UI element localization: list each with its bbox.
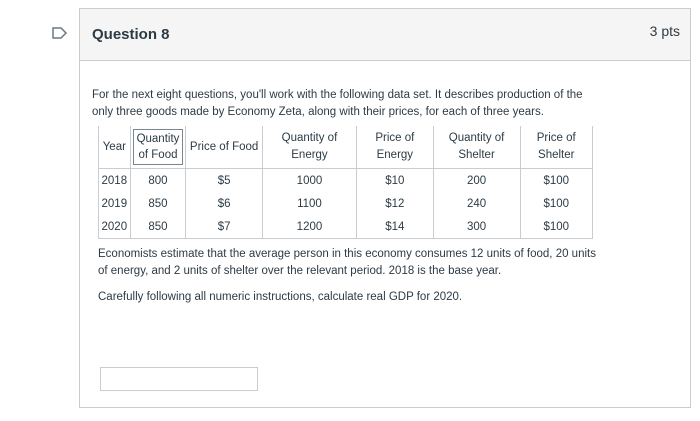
cell-quantity-shelter: 240 [433,192,520,215]
table-header-row [99,126,593,169]
cell-quantity-shelter: 300 [433,215,520,239]
header-quantity-shelter: Quantity of Shelter [433,126,520,169]
cell-quantity-food: 800 [130,169,186,193]
cell-year: 2020 [99,215,131,239]
flag-question-icon[interactable] [52,27,68,39]
cell-price-food: $6 [186,192,263,215]
question-points: 3 pts [649,23,680,39]
cell-quantity-food: 850 [130,215,186,239]
question-header [80,9,690,61]
consumption-note: Economists estimate that the average person in this economy consumes 12 units of food, 20 units of energy, and 2 units of shelter over the relevant period. 2018 is the base year. [98,248,596,277]
answer-input[interactable] [100,367,258,391]
header-quantity-food [130,126,186,169]
cell-year: 2018 [99,169,131,193]
cell-price-food: $5 [186,169,263,193]
table-row [99,192,593,215]
cell-price-food: $7 [186,215,263,239]
header-price-food: Price of Food [186,126,263,169]
cell-quantity-energy: 1200 [262,215,356,239]
table-row [99,169,593,193]
cell-price-energy: $14 [357,215,434,239]
cell-quantity-energy: 1000 [262,169,356,193]
cell-quantity-energy: 1100 [262,192,356,215]
header-price-shelter: Price of Shelter [520,126,592,169]
question-notes [98,246,598,306]
instruction-note: Carefully following all numeric instructions, calculate real GDP for 2020. [98,291,463,303]
cell-price-shelter: $100 [520,192,592,215]
header-price-energy: Price of Energy [357,126,434,169]
cell-price-shelter: $100 [520,215,592,239]
cell-price-energy: $12 [357,192,434,215]
table-row [99,215,593,239]
cell-quantity-shelter: 200 [433,169,520,193]
question-intro: For the next eight questions, you'll work with the following data set. It describes production of the only three goods made by Economy Zeta, along with their prices, for each of three years. [92,89,583,118]
question-title: Question 8 [92,26,170,43]
cell-price-energy: $10 [357,169,434,193]
header-quantity-food-label: Quantity of Food [133,129,184,165]
data-table [98,126,593,239]
question-card [79,8,691,408]
cell-year: 2019 [99,192,131,215]
header-quantity-energy: Quantity of Energy [262,126,356,169]
cell-price-shelter: $100 [520,169,592,193]
cell-quantity-food: 850 [130,192,186,215]
header-year: Year [99,126,131,169]
